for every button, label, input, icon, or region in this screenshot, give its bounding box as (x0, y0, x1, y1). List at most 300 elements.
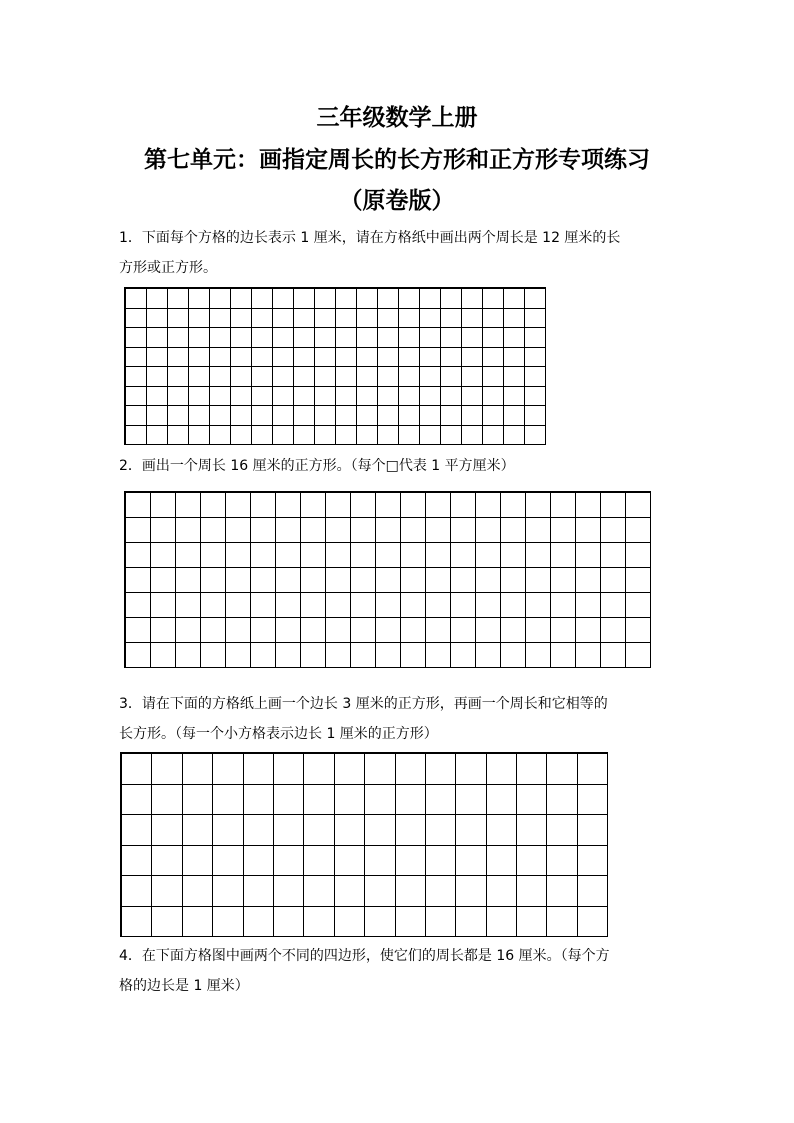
grid-cell (399, 367, 420, 387)
grid-cell (201, 518, 226, 543)
grid-cell (335, 846, 365, 877)
grid-cell (273, 367, 294, 387)
grid-cell (426, 846, 456, 877)
grid-cell (276, 568, 301, 593)
grid-cell (551, 618, 576, 643)
grid-cell (551, 493, 576, 518)
grid-cell (151, 618, 176, 643)
grid-cell (576, 568, 601, 593)
grid-cell (501, 493, 526, 518)
grid-cell (396, 754, 426, 785)
grid-cell (231, 367, 252, 387)
grid-cell (351, 543, 376, 568)
grid-cell (517, 815, 547, 846)
grid-cell (351, 593, 376, 618)
grid-cell (252, 289, 273, 309)
grid-cell (231, 289, 252, 309)
grid-cell (335, 815, 365, 846)
question-3-text-line-1: 3．请在下面的方格纸上画一个边长 3 厘米的正方形，再画一个周长和它相等的 (119, 696, 608, 712)
grid-cell (504, 348, 525, 368)
grid-cell (335, 754, 365, 785)
grid-cell (213, 815, 243, 846)
grid-cell (326, 543, 351, 568)
grid-cell (399, 309, 420, 329)
grid-cell (451, 568, 476, 593)
grid-cell (456, 907, 486, 938)
grid-cell (276, 618, 301, 643)
grid-cell (626, 618, 651, 643)
grid-cell (176, 493, 201, 518)
grid-cell (147, 426, 168, 446)
grid-cell (189, 289, 210, 309)
grid-cell (301, 543, 326, 568)
grid-cell (376, 543, 401, 568)
grid-cell (210, 426, 231, 446)
grid-cell (601, 493, 626, 518)
grid-cell (451, 493, 476, 518)
grid-cell (273, 328, 294, 348)
grid-cell (420, 328, 441, 348)
question-2-text: 2．画出一个周长 16 厘米的正方形。（每个□代表 1 平方厘米） (119, 458, 515, 474)
grid-cell (252, 387, 273, 407)
grid-cell (315, 406, 336, 426)
grid-cell (252, 309, 273, 329)
unit-title: 第七单元：画指定周长的长方形和正方形专项练习 (144, 147, 650, 173)
grid-cell (276, 518, 301, 543)
grid-cell (213, 907, 243, 938)
grid-cell (231, 328, 252, 348)
grid-cell (273, 309, 294, 329)
grid-cell (226, 493, 251, 518)
grid-cell (551, 518, 576, 543)
grid-cell (201, 643, 226, 668)
grid-cell (376, 593, 401, 618)
grid-cell (151, 543, 176, 568)
grid-cell (365, 876, 395, 907)
grid-cell (462, 367, 483, 387)
grid-cell (401, 593, 426, 618)
grid-cell (601, 618, 626, 643)
grid-cell (152, 815, 182, 846)
grid-cell (210, 387, 231, 407)
grid-cell (251, 618, 276, 643)
grid-cell (122, 846, 152, 877)
grid-cell (525, 309, 546, 329)
grid-cell (294, 426, 315, 446)
grid-cell (183, 907, 213, 938)
grid-cell (168, 328, 189, 348)
grid-cell (517, 907, 547, 938)
grid-cell (504, 367, 525, 387)
grid-cell (357, 328, 378, 348)
grid-cell (231, 309, 252, 329)
grid-cell (399, 328, 420, 348)
grid-cell (176, 618, 201, 643)
grid-cell (420, 426, 441, 446)
grid-cell (244, 876, 274, 907)
grid-cell (251, 593, 276, 618)
grid-cell (547, 815, 577, 846)
grid-cell (251, 493, 276, 518)
grid-cell (294, 348, 315, 368)
grid-cell (476, 568, 501, 593)
grid-cell (547, 754, 577, 785)
grid-cell (378, 309, 399, 329)
grid-cell (601, 518, 626, 543)
grid-cell (301, 618, 326, 643)
grid-cell (501, 568, 526, 593)
grid-cell (226, 618, 251, 643)
grid-cell (426, 543, 451, 568)
grid-cell (210, 309, 231, 329)
question-2-grid[interactable] (124, 491, 651, 668)
grid-cell (336, 367, 357, 387)
grid-cell (304, 846, 334, 877)
grid-cell (526, 543, 551, 568)
grid-cell (183, 876, 213, 907)
grid-cell (441, 348, 462, 368)
grid-cell (365, 785, 395, 816)
grid-cell (273, 426, 294, 446)
grid-cell (122, 815, 152, 846)
grid-cell (168, 387, 189, 407)
grid-cell (126, 348, 147, 368)
grid-cell (294, 289, 315, 309)
grid-cell (401, 568, 426, 593)
grid-cell (122, 907, 152, 938)
grid-cell (151, 493, 176, 518)
grid-cell (462, 289, 483, 309)
grid-cell (456, 815, 486, 846)
grid-cell (517, 876, 547, 907)
grid-cell (396, 907, 426, 938)
grid-cell (525, 289, 546, 309)
grid-cell (126, 328, 147, 348)
grid-cell (476, 518, 501, 543)
grid-cell (336, 406, 357, 426)
question-1-grid[interactable] (124, 287, 546, 445)
grid-cell (276, 543, 301, 568)
grid-cell (189, 426, 210, 446)
grid-cell (201, 568, 226, 593)
grid-cell (126, 618, 151, 643)
grid-cell (168, 406, 189, 426)
grid-cell (294, 309, 315, 329)
grid-cell (168, 348, 189, 368)
grid-cell (231, 348, 252, 368)
grid-cell (251, 643, 276, 668)
grid-cell (487, 846, 517, 877)
grid-cell (189, 406, 210, 426)
grid-cell (378, 289, 399, 309)
grid-cell (399, 387, 420, 407)
grid-cell (576, 593, 601, 618)
grid-cell (304, 876, 334, 907)
grid-cell (183, 785, 213, 816)
grid-cell (551, 643, 576, 668)
grid-cell (351, 618, 376, 643)
grid-cell (578, 754, 608, 785)
grid-cell (365, 907, 395, 938)
grid-cell (252, 426, 273, 446)
grid-cell (504, 309, 525, 329)
grid-cell (274, 846, 304, 877)
grid-cell (357, 309, 378, 329)
grid-cell (378, 406, 399, 426)
grid-cell (294, 367, 315, 387)
grid-cell (451, 518, 476, 543)
grid-cell (304, 754, 334, 785)
grid-cell (147, 387, 168, 407)
grid-cell (210, 367, 231, 387)
grid-cell (462, 328, 483, 348)
grid-cell (126, 289, 147, 309)
grid-cell (122, 876, 152, 907)
grid-cell (576, 543, 601, 568)
grid-cell (213, 785, 243, 816)
grid-cell (399, 289, 420, 309)
grid-cell (301, 568, 326, 593)
grid-cell (501, 643, 526, 668)
grid-cell (326, 493, 351, 518)
grid-cell (401, 643, 426, 668)
grid-cell (147, 367, 168, 387)
grid-cell (274, 907, 304, 938)
grid-cell (304, 907, 334, 938)
grid-cell (626, 568, 651, 593)
grid-cell (126, 426, 147, 446)
grid-cell (301, 593, 326, 618)
grid-cell (426, 518, 451, 543)
grid-cell (126, 643, 151, 668)
question-3-text-line-2: 长方形。（每一个小方格表示边长 1 厘米的正方形） (119, 726, 438, 742)
grid-cell (326, 568, 351, 593)
grid-cell (483, 426, 504, 446)
grid-cell (401, 618, 426, 643)
grid-cell (483, 367, 504, 387)
grid-cell (176, 593, 201, 618)
grid-cell (483, 348, 504, 368)
grid-cell (231, 426, 252, 446)
grid-cell (168, 367, 189, 387)
grid-cell (426, 754, 456, 785)
grid-cell (378, 328, 399, 348)
grid-cell (526, 568, 551, 593)
grid-cell (376, 493, 401, 518)
grid-cell (483, 387, 504, 407)
grid-cell (626, 543, 651, 568)
grid-cell (244, 815, 274, 846)
grid-cell (399, 406, 420, 426)
grid-cell (426, 907, 456, 938)
grid-cell (578, 785, 608, 816)
grid-cell (426, 643, 451, 668)
grid-cell (294, 406, 315, 426)
grid-cell (451, 543, 476, 568)
grid-cell (526, 493, 551, 518)
grid-cell (476, 493, 501, 518)
grid-cell (357, 406, 378, 426)
grid-cell (517, 754, 547, 785)
grid-cell (601, 543, 626, 568)
grid-cell (226, 568, 251, 593)
grid-cell (357, 387, 378, 407)
grid-cell (504, 406, 525, 426)
grid-cell (294, 328, 315, 348)
grid-cell (315, 426, 336, 446)
grid-cell (326, 518, 351, 543)
grid-cell (252, 367, 273, 387)
grid-cell (476, 593, 501, 618)
grid-cell (626, 518, 651, 543)
grid-cell (476, 543, 501, 568)
grid-cell (336, 328, 357, 348)
grid-cell (226, 518, 251, 543)
grid-cell (601, 593, 626, 618)
grid-cell (226, 543, 251, 568)
grid-cell (315, 367, 336, 387)
grid-cell (189, 367, 210, 387)
grid-cell (274, 785, 304, 816)
grid-cell (231, 406, 252, 426)
grid-cell (151, 568, 176, 593)
grid-cell (487, 876, 517, 907)
grid-cell (441, 387, 462, 407)
grid-cell (315, 328, 336, 348)
grid-cell (626, 593, 651, 618)
grid-cell (501, 593, 526, 618)
grid-cell (315, 348, 336, 368)
grid-cell (213, 876, 243, 907)
grid-cell (441, 426, 462, 446)
grid-cell (576, 518, 601, 543)
grid-cell (504, 328, 525, 348)
grid-cell (151, 643, 176, 668)
question-4-text-line-1: 4．在下面方格图中画两个不同的四边形，使它们的周长都是 16 厘米。（每个方 (119, 948, 610, 964)
grid-cell (378, 387, 399, 407)
grid-cell (462, 387, 483, 407)
grid-cell (152, 846, 182, 877)
grid-cell (201, 543, 226, 568)
grid-cell (462, 348, 483, 368)
grid-cell (252, 348, 273, 368)
grid-cell (152, 785, 182, 816)
grid-cell (487, 815, 517, 846)
question-3-grid[interactable] (120, 752, 608, 937)
grid-cell (351, 643, 376, 668)
grid-cell (526, 518, 551, 543)
grid-cell (451, 643, 476, 668)
grid-cell (189, 387, 210, 407)
grid-cell (151, 518, 176, 543)
grid-cell (168, 309, 189, 329)
grid-cell (335, 876, 365, 907)
grid-cell (351, 518, 376, 543)
grid-cell (456, 754, 486, 785)
grid-cell (504, 387, 525, 407)
grid-cell (483, 289, 504, 309)
grid-cell (396, 846, 426, 877)
grid-cell (231, 387, 252, 407)
grid-cell (451, 618, 476, 643)
grid-cell (201, 593, 226, 618)
grid-cell (426, 593, 451, 618)
grid-cell (365, 754, 395, 785)
grid-cell (525, 367, 546, 387)
grid-cell (526, 593, 551, 618)
grid-cell (626, 643, 651, 668)
grid-cell (252, 406, 273, 426)
grid-cell (476, 643, 501, 668)
grid-cell (304, 785, 334, 816)
grid-cell (273, 387, 294, 407)
grid-cell (147, 289, 168, 309)
grid-cell (152, 907, 182, 938)
grid-cell (147, 406, 168, 426)
grid-cell (547, 907, 577, 938)
grid-cell (525, 426, 546, 446)
grid-cell (441, 289, 462, 309)
grid-cell (426, 568, 451, 593)
grid-cell (301, 518, 326, 543)
grid-cell (576, 618, 601, 643)
grid-cell (501, 618, 526, 643)
grid-cell (401, 493, 426, 518)
grid-cell (401, 543, 426, 568)
grid-cell (426, 618, 451, 643)
grid-cell (151, 593, 176, 618)
grid-cell (420, 406, 441, 426)
grid-cell (399, 348, 420, 368)
grid-cell (487, 785, 517, 816)
grid-cell (336, 387, 357, 407)
grid-cell (244, 754, 274, 785)
grid-cell (525, 406, 546, 426)
grid-cell (601, 568, 626, 593)
grid-cell (210, 328, 231, 348)
grid-cell (210, 289, 231, 309)
grid-cell (365, 815, 395, 846)
grid-cell (401, 518, 426, 543)
grid-cell (551, 593, 576, 618)
grid-cell (441, 406, 462, 426)
grid-cell (251, 568, 276, 593)
grid-cell (504, 426, 525, 446)
grid-cell (526, 618, 551, 643)
grid-cell (244, 907, 274, 938)
grid-cell (273, 289, 294, 309)
grid-cell (126, 387, 147, 407)
question-4-text-line-2: 格的边长是 1 厘米） (119, 978, 249, 994)
grid-cell (357, 348, 378, 368)
grid-cell (576, 643, 601, 668)
grid-cell (326, 593, 351, 618)
grid-cell (201, 618, 226, 643)
grid-cell (451, 593, 476, 618)
grid-cell (335, 907, 365, 938)
grid-cell (273, 348, 294, 368)
grid-cell (396, 815, 426, 846)
grid-cell (365, 846, 395, 877)
grid-cell (226, 643, 251, 668)
grid-cell (399, 426, 420, 446)
grid-cell (517, 785, 547, 816)
grid-cell (376, 643, 401, 668)
grid-cell (304, 815, 334, 846)
grid-cell (276, 593, 301, 618)
grid-cell (294, 387, 315, 407)
grid-cell (126, 593, 151, 618)
